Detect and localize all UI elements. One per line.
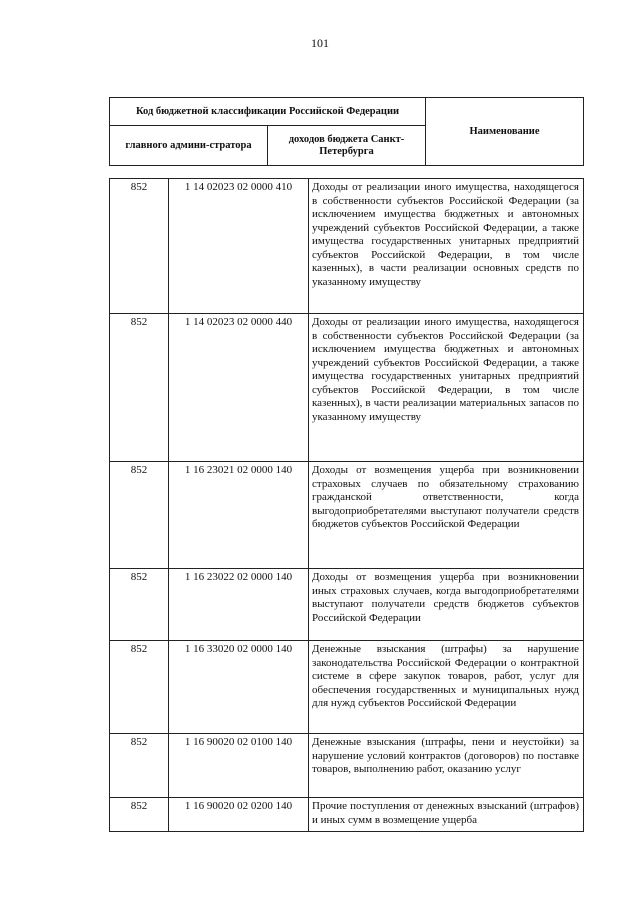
admin-code: 852 — [110, 462, 169, 569]
header-group-label: Код бюджетной классификации Российской Федерации — [110, 98, 426, 126]
income-code: 1 16 33020 02 0000 140 — [169, 641, 309, 734]
income-name: Доходы от реализации иного имущества, находящегося в собственности субъектов Российской Федерации (за исключением имущества бюджетных и автономных учреждений субъектов Российской Федерации, а также имущества государственных унитарных предприятий субъектов Российской Федерации, в том числе казенных), в части реализации материальных запасов по указанному имуществу — [309, 314, 584, 462]
table-header — [109, 97, 584, 166]
admin-code: 852 — [110, 314, 169, 462]
income-name: Денежные взыскания (штрафы) за нарушение законодательства Российской Федерации о контрактной системе в сфере закупок товаров, работ, услуг для обеспечения государственных и муниципальных нужд для нужд субъектов Российской Федерации — [309, 641, 584, 734]
admin-code: 852 — [110, 179, 169, 314]
income-code: 1 16 23022 02 0000 140 — [169, 569, 309, 641]
income-code: 1 14 02023 02 0000 440 — [169, 314, 309, 462]
admin-code: 852 — [110, 641, 169, 734]
income-code: 1 14 02023 02 0000 410 — [169, 179, 309, 314]
table-row — [110, 734, 584, 798]
income-name: Доходы от возмещения ущерба при возникновении иных страховых случаев, когда выгодоприобретателями выступают получатели средств бюджетов субъектов Российской Федерации — [309, 569, 584, 641]
header-name: Наименование — [426, 98, 584, 166]
header-income: доходов бюджета Санкт-Петербурга — [268, 126, 426, 166]
table-row — [110, 314, 584, 462]
table-row — [110, 179, 584, 314]
income-name: Денежные взыскания (штрафы, пени и неустойки) за нарушение условий контрактов (договоров) по поставке товаров, выполнению работ, оказанию услуг — [309, 734, 584, 798]
table-row — [110, 798, 584, 832]
income-code: 1 16 90020 02 0100 140 — [169, 734, 309, 798]
income-name: Доходы от возмещения ущерба при возникновении страховых случаев по обязательному страхованию гражданской ответственности, когда выгодоприобретателями выступают получатели средств бюджетов субъектов Российской Федерации — [309, 462, 584, 569]
income-name: Доходы от реализации иного имущества, находящегося в собственности субъектов Российской Федерации (за исключением имущества бюджетных и автономных учреждений субъектов Российской Федерации, а также имущества государственных унитарных предприятий субъектов Российской Федерации, в том числе казенных), в части реализации основных средств по указанному имуществу — [309, 179, 584, 314]
table-row — [110, 569, 584, 641]
table-row — [110, 641, 584, 734]
income-name: Прочие поступления от денежных взысканий (штрафов) и иных сумм в возмещение ущерба — [309, 798, 584, 832]
table-row — [110, 462, 584, 569]
admin-code: 852 — [110, 569, 169, 641]
income-code: 1 16 23021 02 0000 140 — [169, 462, 309, 569]
admin-code: 852 — [110, 798, 169, 832]
data-table — [109, 178, 584, 832]
page-number: 101 — [311, 36, 329, 50]
header-admin: главного админи-стратора — [110, 126, 268, 166]
income-code: 1 16 90020 02 0200 140 — [169, 798, 309, 832]
admin-code: 852 — [110, 734, 169, 798]
